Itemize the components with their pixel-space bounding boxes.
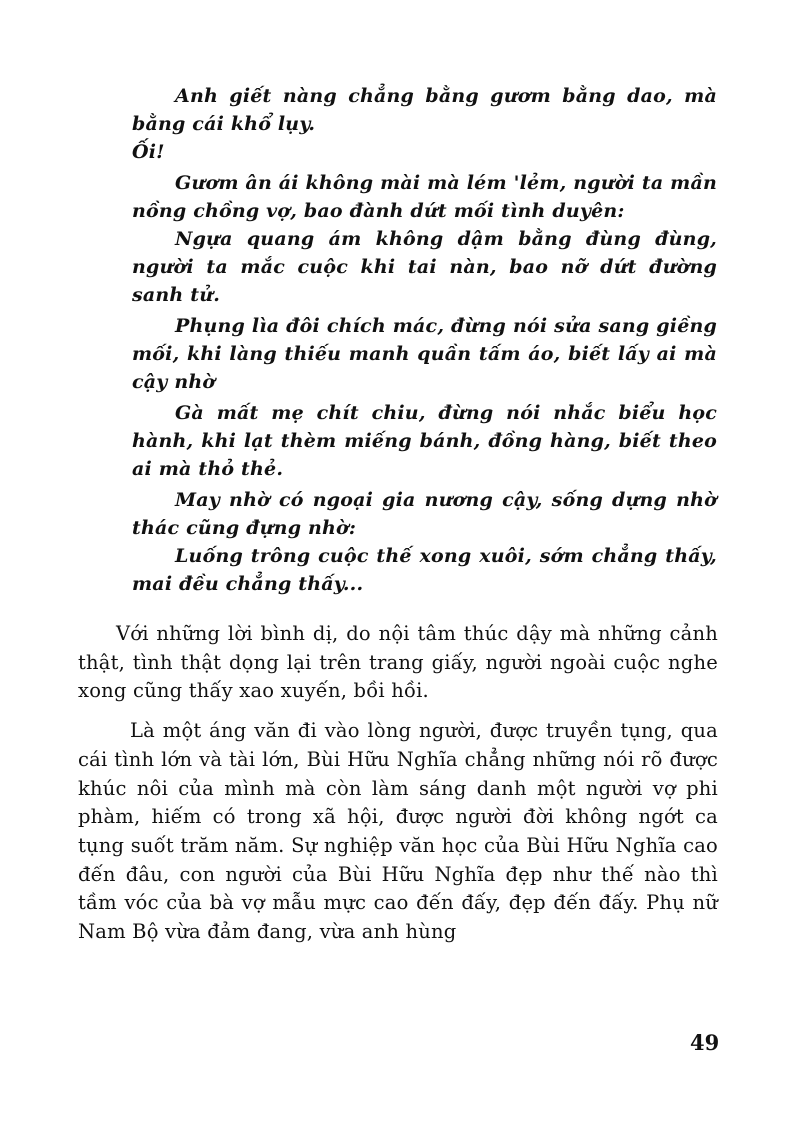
paragraph: Là một áng văn đi vào lòng người, được truyền tụng, qua cái tình lớn và tài lớn, Bùi Hữu Nghĩa chẳng những nói rõ được khúc nôi của mình mà còn làm sáng danh một người vợ phi phàm, hiếm có trong xã hội, được người đời không ngớt ca tụng suốt trăm năm. Sự nghiệp văn học của Bùi Hữu Nghĩa cao đến đâu, con người của Bùi Hữu Nghĩa đẹp như thế nào thì tầm vóc của bà vợ mẫu mực cao đến đấy, đẹp đến đấy. Phụ nữ Nam Bộ vừa đảm đang, vừa anh hùng (78, 719, 718, 944)
verse-line: Gươm ân ái không mài mà lém 'lẻm, người ta mần nồng chồng vợ, bao đành dứt mối tình duyên: (132, 172, 717, 222)
paragraph: Với những lời bình dị, do nội tâm thúc dậy mà những cảnh thật, tình thật dọng lại trên trang giấy, người ngoài cuộc nghe xong cũng thấy xao xuyến, bồi hồi. (78, 622, 718, 703)
verse-block (132, 82, 717, 598)
verse-line: Anh giết nàng chẳng bằng gươm bằng dao, mà bằng cái khổ lụy. (132, 85, 717, 135)
verse-line: May nhờ có ngoại gia nương cậy, sống dựng nhờ thác cũng đựng nhờ: (132, 489, 717, 539)
page-number: 49 (690, 1030, 720, 1055)
verse-line: Luống trông cuộc thế xong xuôi, sớm chẳng thấy, mai đều chẳng thấy... (132, 545, 717, 595)
verse-exclamation: Ối! (132, 141, 165, 163)
verse-line: Ngựa quang ám không dậm bằng đùng đùng, người ta mắc cuộc khi tai nàn, bao nỡ dứt đường sanh tử. (132, 228, 717, 306)
verse-line: Phụng lìa đôi chích mác, đừng nói sửa sang giềng mối, khi làng thiếu manh quần tấm áo, biết lấy ai mà cậy nhờ (132, 315, 717, 393)
prose-block (78, 620, 718, 947)
verse-line: Gà mất mẹ chít chiu, đừng nói nhắc biểu học hành, khi lạt thèm miếng bánh, đồng hàng, biết theo ai mà thỏ thẻ. (132, 402, 717, 480)
